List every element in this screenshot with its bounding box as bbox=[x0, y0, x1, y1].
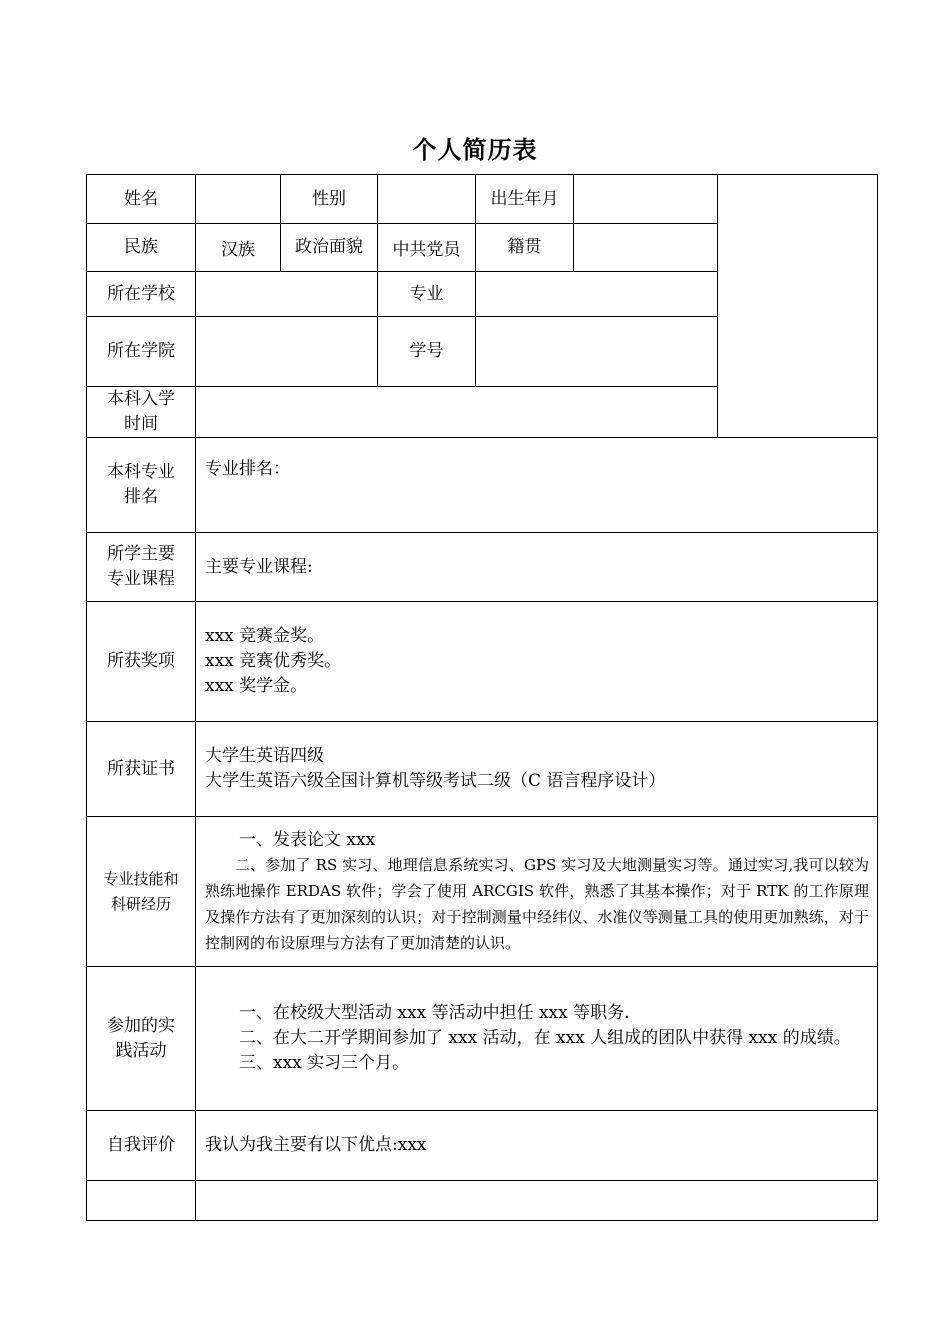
native-place-label: 籍贯 bbox=[476, 224, 574, 272]
row-skills bbox=[87, 817, 878, 967]
self-eval-label: 自我评价 bbox=[87, 1111, 196, 1181]
student-id-label: 学号 bbox=[378, 317, 476, 387]
page-title: 个人简历表 bbox=[412, 136, 538, 164]
row-awards bbox=[87, 602, 878, 722]
practice-item: 一、在校级大型活动 xxx 等活动中担任 xxx 等职务. bbox=[239, 1003, 630, 1023]
name-value bbox=[196, 175, 281, 224]
enroll-label bbox=[87, 387, 196, 438]
gender-label: 性别 bbox=[281, 175, 378, 224]
courses-label bbox=[87, 533, 196, 602]
photo-cell bbox=[718, 175, 878, 438]
college-label: 所在学院 bbox=[87, 317, 196, 387]
row-name bbox=[87, 175, 878, 224]
empty-value-cell bbox=[196, 1181, 878, 1221]
self-eval-value: 我认为我主要有以下优点:xxx bbox=[196, 1111, 878, 1181]
ethnicity-label: 民族 bbox=[87, 224, 196, 272]
award-item: xxx 竞赛优秀奖。 bbox=[205, 651, 342, 671]
name-label: 姓名 bbox=[87, 175, 196, 224]
row-certs bbox=[87, 722, 878, 817]
ethnicity-value: 汉族 bbox=[196, 224, 281, 272]
certs-value bbox=[196, 722, 878, 817]
cert-item: 大学生英语四级 bbox=[205, 746, 324, 766]
practice-label bbox=[87, 967, 196, 1111]
row-empty bbox=[87, 1181, 878, 1221]
skills-label bbox=[87, 817, 196, 967]
empty-label-cell bbox=[87, 1181, 196, 1221]
rank-value: 专业排名： bbox=[196, 438, 878, 533]
courses-value: 主要专业课程: bbox=[196, 533, 878, 602]
row-courses bbox=[87, 533, 878, 602]
skills-label-line1: 专业技能和 bbox=[103, 869, 179, 888]
skills-label-line2: 科研经历 bbox=[110, 894, 171, 913]
practice-item: 二、在大二开学期间参加了 xxx 活动，在 xxx 人组成的团队中获得 xxx 的成绩。 bbox=[239, 1028, 851, 1048]
rank-label-line1: 本科专业 bbox=[107, 462, 175, 482]
school-label: 所在学校 bbox=[87, 272, 196, 317]
rank-label-line2: 排名 bbox=[124, 487, 158, 507]
major-value bbox=[476, 272, 718, 317]
birth-label: 出生年月 bbox=[476, 175, 574, 224]
award-item: xxx 竞赛金奖。 bbox=[205, 626, 325, 646]
cert-item: 大学生英语六级全国计算机等级考试二级（C 语言程序设计） bbox=[205, 771, 666, 791]
gender-value bbox=[378, 175, 476, 224]
rank-label bbox=[87, 438, 196, 533]
awards-label: 所获奖项 bbox=[87, 602, 196, 722]
practice-value bbox=[196, 967, 878, 1111]
school-value bbox=[196, 272, 378, 317]
political-label: 政治面貌 bbox=[281, 224, 378, 272]
student-id-value bbox=[476, 317, 718, 387]
row-practice bbox=[87, 967, 878, 1111]
row-self-eval bbox=[87, 1111, 878, 1181]
row-rank bbox=[87, 438, 878, 533]
native-place-value bbox=[574, 224, 718, 272]
birth-value bbox=[574, 175, 718, 224]
political-value: 中共党员 bbox=[378, 224, 476, 272]
college-value bbox=[196, 317, 378, 387]
certs-label: 所获证书 bbox=[87, 722, 196, 817]
practice-label-line1: 参加的实 bbox=[107, 1015, 175, 1036]
skills-value bbox=[196, 817, 878, 967]
practice-label-line2: 践活动 bbox=[115, 1040, 167, 1061]
award-item: xxx 奖学金。 bbox=[205, 676, 308, 696]
courses-label-line2: 专业课程 bbox=[107, 569, 175, 589]
skills-item: 一、发表论文 xxx bbox=[239, 829, 376, 850]
major-label: 专业 bbox=[378, 272, 476, 317]
enroll-label-line1: 本科入学 bbox=[107, 389, 175, 409]
enroll-label-line2: 时间 bbox=[124, 414, 158, 434]
skills-item: 二、参加了 RS 实习、地理信息系统实习、GPS 实习及大地测量实习等。通过实习,我可以较为熟练地操作 ERDAS 软件；学会了使用 ARCGIS 软件，熟悉了其基本操作；对于 RTK 的工作原理及操作方法有了更加深刻的认识；对于控制测量中经纬仪、水准仪等测量工具的使用更加熟练，对于控制网的布设原理与方法有了更加清楚的认识。 bbox=[205, 855, 869, 952]
awards-value bbox=[196, 602, 878, 722]
practice-item: 三、xxx 实习三个月。 bbox=[239, 1053, 410, 1073]
courses-label-line1: 所学主要 bbox=[107, 544, 175, 564]
enroll-value bbox=[196, 387, 718, 438]
resume-table bbox=[86, 174, 878, 1221]
